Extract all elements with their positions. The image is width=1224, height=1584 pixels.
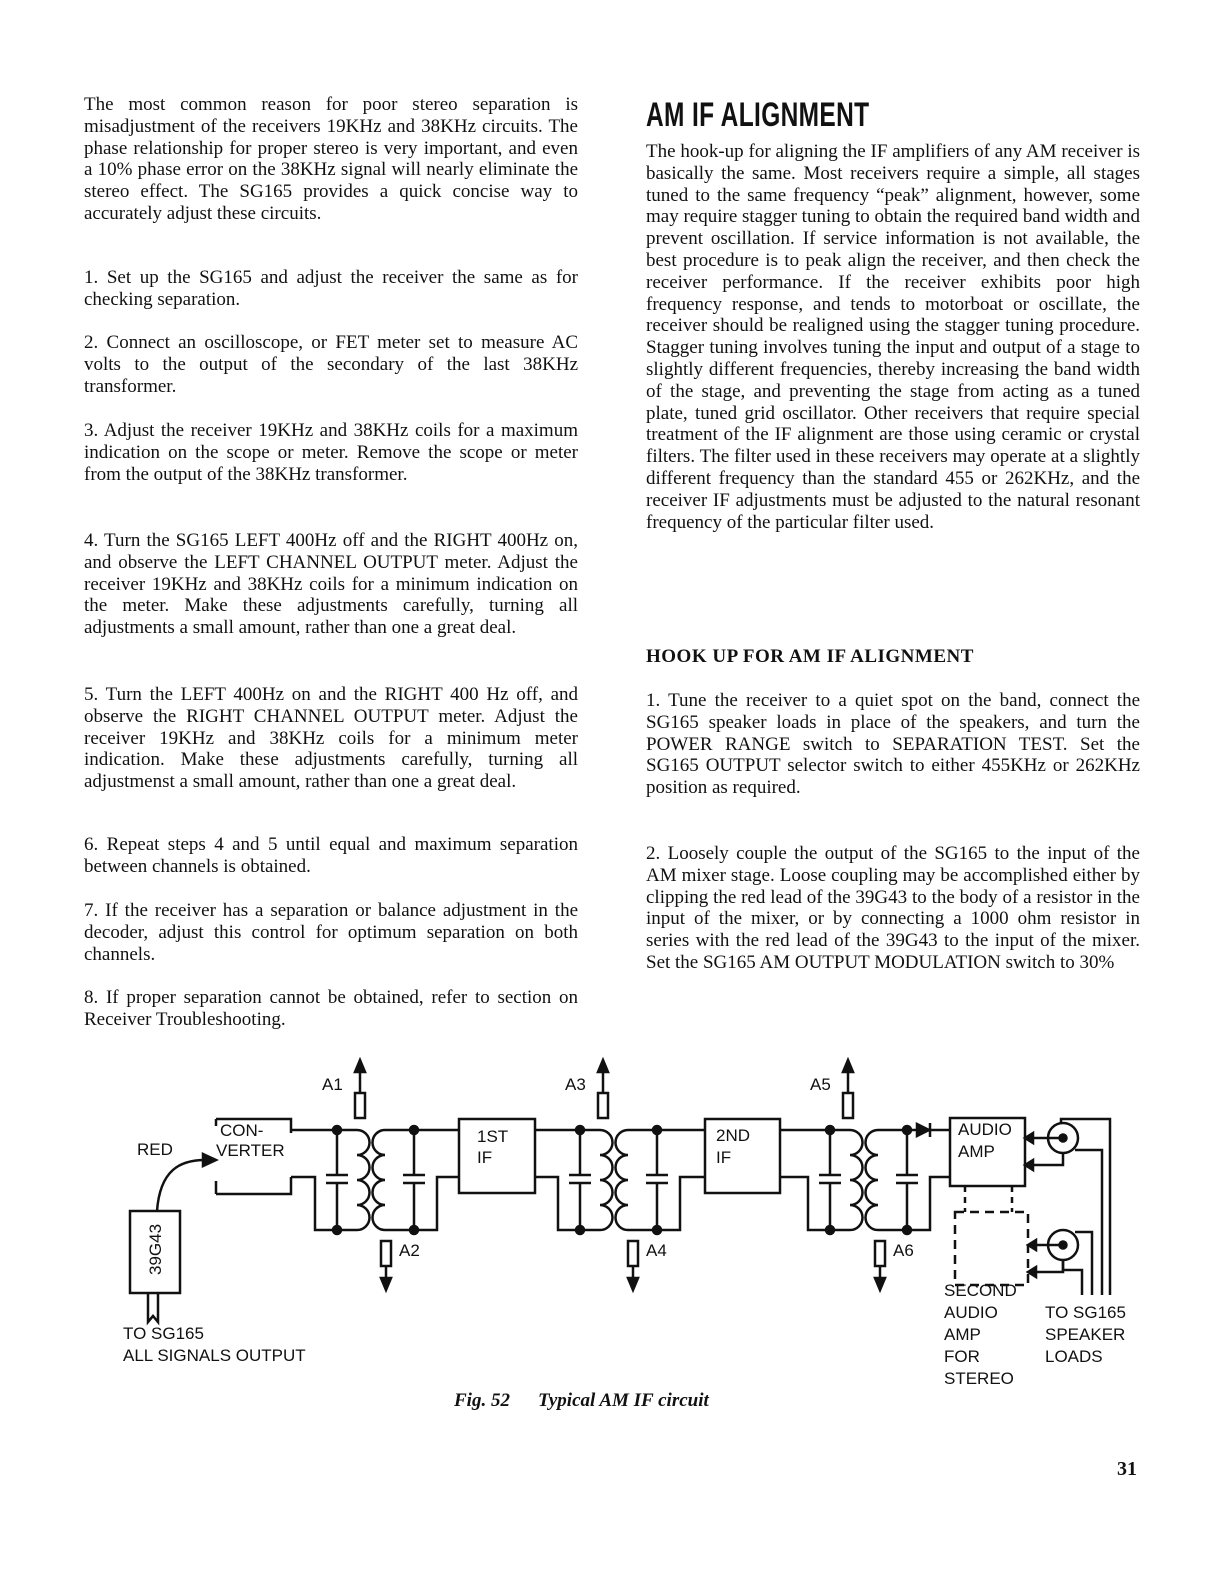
probe-a4 — [628, 1241, 638, 1266]
transformer-secondary-coil — [866, 1130, 879, 1230]
speaker-loads-label: LOADS — [1045, 1347, 1103, 1366]
second-amp-label: FOR — [944, 1347, 980, 1366]
transformer-primary-coil — [357, 1130, 370, 1230]
junction-dot — [826, 1126, 834, 1134]
junction-dot — [903, 1126, 911, 1134]
transformer-secondary-coil — [616, 1130, 629, 1230]
dashed-connection — [965, 1186, 1012, 1212]
diode — [917, 1123, 930, 1137]
speaker-loads-label: SPEAKER — [1045, 1325, 1126, 1344]
arrow-up-icon — [598, 1060, 608, 1072]
second-amp-label: AMP — [944, 1325, 981, 1344]
if2-label: 2ND — [716, 1126, 751, 1145]
arrow-up-icon — [843, 1060, 853, 1072]
transformer-secondary-coil — [373, 1130, 386, 1230]
test-point-label-a5: A5 — [810, 1075, 831, 1094]
step-4: 4. Turn the SG165 LEFT 400Hz off and the RIGHT 400Hz on, and observe the LEFT CHANNEL OUTPUT meter. Adjust the receiver 19KHz and 38KHz coils for a minimum indication on the meter. Make these adjustments carefully, turning all adjustments a small amount, rather than one a great deal. — [84, 530, 578, 639]
capacitor — [403, 1130, 425, 1230]
second-amp-label: AUDIO — [944, 1303, 998, 1322]
audio-amp-label: AMP — [958, 1142, 995, 1161]
intro-paragraph: The most common reason for poor stereo separation is misadjustment of the receivers 19KHz and 38KHz circuits. The phase relationship for proper stereo is very important, and even a 10% phase error on the 38KHz signal will nearly eliminate the stereo effect. The SG165 provides a quick concise way to accurately adjust these circuits. — [84, 94, 578, 224]
step-8: 8. If proper separation cannot be obtained, refer to section on Receiver Troubleshooting. — [84, 987, 578, 1030]
if2-label: IF — [716, 1148, 732, 1167]
step-6: 6. Repeat steps 4 and 5 until equal and maximum separation between channels is obtained. — [84, 834, 578, 877]
probe-label: 39G43 — [146, 1223, 165, 1275]
speaker-loads-label: TO SG165 — [1045, 1303, 1126, 1322]
section-heading: AM IF ALIGNMENT — [646, 96, 870, 134]
probe-a6 — [875, 1241, 885, 1266]
page-number: 31 — [1117, 1458, 1137, 1480]
junction-dot — [826, 1226, 834, 1234]
step-1: 1. Set up the SG165 and adjust the receiver the same as for checking separation. — [84, 267, 578, 310]
arrow-down-icon — [628, 1278, 638, 1290]
wire — [385, 1130, 459, 1230]
audio-amp-label: AUDIO — [958, 1120, 1012, 1139]
arrow-up-icon — [355, 1060, 365, 1072]
step-5: 5. Turn the LEFT 400Hz on and the RIGHT 400 Hz off, and observe the RIGHT CHANNEL OUTPUT meter. Adjust the receiver 19KHz and 38KHz coils for a minimum meter indication. Make these adjustments carefully, turning all adjustmenst a small amount, rather than one a great deal. — [84, 684, 578, 793]
red-label: RED — [137, 1140, 173, 1159]
junction-dot — [576, 1126, 584, 1134]
probe-a3 — [598, 1093, 608, 1118]
wire — [535, 1130, 600, 1230]
second-amp-label: SECOND — [944, 1281, 1017, 1300]
step-3: 3. Adjust the receiver 19KHz and 38KHz coils for a maximum indication on the scope or meter. Remove the scope or meter from the output of the 38KHz transformer. — [84, 420, 578, 485]
wire — [878, 1130, 950, 1230]
probe-a5 — [843, 1093, 853, 1118]
second-amp-label: STEREO — [944, 1369, 1014, 1388]
junction-dot — [333, 1226, 341, 1234]
wire — [291, 1130, 357, 1230]
test-point-label-a6: A6 — [893, 1241, 914, 1260]
junction-dot — [333, 1126, 341, 1134]
junction-dot — [576, 1226, 584, 1234]
step-7: 7. If the receiver has a separation or balance adjustment in the decoder, adjust this control for optimum separation on both channels. — [84, 900, 578, 965]
figure-number: Fig. 52 — [454, 1390, 510, 1411]
step-2: 2. Connect an oscilloscope, or FET meter set to measure AC volts to the output of the secondary of the last 38KHz transformer. — [84, 332, 578, 397]
red-lead-arrow — [203, 1154, 216, 1166]
transformer-primary-coil — [600, 1130, 613, 1230]
probe-a1 — [355, 1093, 365, 1118]
test-point-label-a1: A1 — [322, 1075, 343, 1094]
figure-caption — [454, 1390, 737, 1412]
junction-dot — [653, 1126, 661, 1134]
transformer-primary-coil — [850, 1130, 863, 1230]
hookup-subheading: HOOK UP FOR AM IF ALIGNMENT — [646, 646, 974, 667]
capacitor — [896, 1130, 918, 1230]
am-if-intro: The hook-up for aligning the IF amplifiers of any AM receiver is basically the same. Most receivers require a simple, all stages tuned to the same frequency “peak” alignment, however, some may require stagger tuning to obtain the required band width and prevent oscillation. If service information is not available, the best procedure is to peak align the receiver, and then check the receiver performance. If the receiver exhibits poor high frequency response, and tends to motorboat or oscillate, the receiver should be realigned using the stagger tuning procedure. Stagger tuning involves tuning the input and output of a stage to slightly different frequencies, thereby increasing the band width of the stage, and preventing the stage from acting as a tuned plate, tuned grid oscillator. Other receivers that require special treatment of the IF alignment are those using ceramic or crystal filters. The filter used in these receivers may operate at a slightly different frequency than the standard 455 or 262KHz, and the receiver IF adjustments must be adjusted to the natural resonant frequency of the particular filter used. — [646, 141, 1140, 533]
test-point-label-a2: A2 — [399, 1241, 420, 1260]
hookup-step-1: 1. Tune the receiver to a quiet spot on the band, connect the SG165 speaker loads in place of the speakers, and turn the POWER RANGE switch to SEPARATION TEST. Set the SG165 OUTPUT selector switch to either 455KHz or 262KHz position as required. — [646, 690, 1140, 799]
capacitor — [819, 1130, 841, 1230]
if1-label: IF — [477, 1148, 493, 1167]
output-label: ALL SIGNALS OUTPUT — [123, 1346, 306, 1365]
junction-dot — [903, 1226, 911, 1234]
junction-dot — [653, 1226, 661, 1234]
probe-a2 — [381, 1241, 391, 1266]
arrow-down-icon — [381, 1278, 391, 1290]
red-lead — [157, 1160, 205, 1211]
arrow-down-icon — [875, 1278, 885, 1290]
capacitor — [569, 1130, 591, 1230]
converter-label: VERTER — [216, 1141, 285, 1160]
converter-label: CON- — [220, 1121, 264, 1140]
wire — [780, 1130, 850, 1230]
second-audio-amp-block — [955, 1212, 1028, 1285]
if1-label: 1ST — [477, 1127, 509, 1146]
test-point-label-a4: A4 — [646, 1241, 667, 1260]
test-point-label-a3: A3 — [565, 1075, 586, 1094]
speaker-load-wires — [1061, 1119, 1110, 1295]
junction-dot — [410, 1226, 418, 1234]
wire — [628, 1130, 705, 1230]
capacitor — [646, 1130, 668, 1230]
capacitor — [326, 1130, 348, 1230]
hookup-step-2: 2. Loosely couple the output of the SG165 to the input of the AM mixer stage. Loose coupling may be accomplished either by clipping the red lead of the 39G43 to the body of a resistor in the input of the mixer, or by connecting a 1000 ohm resistor in series with the red lead of the 39G43 to the input of the mixer. Set the SG165 AM OUTPUT MODULATION switch to 30% — [646, 843, 1140, 973]
probe-tip — [148, 1293, 158, 1322]
junction-dot — [410, 1126, 418, 1134]
figure-title: Typical AM IF circuit — [537, 1390, 709, 1411]
output-label: TO SG165 — [123, 1324, 204, 1343]
